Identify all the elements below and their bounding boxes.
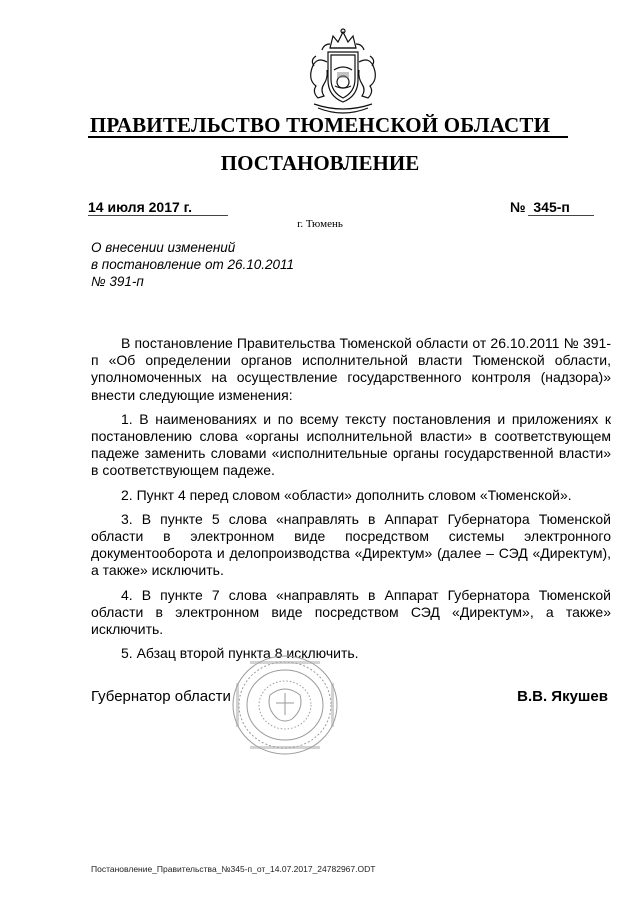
body-paragraph: 2. Пункт 4 перед словом «области» дополнить словом «Тюменской». (121, 486, 572, 503)
tyumen-coat-of-arms-icon (300, 26, 386, 120)
date-underline (88, 215, 228, 216)
document-subject (91, 239, 391, 290)
government-title: ПРАВИТЕЛЬСТВО ТЮМЕНСКОЙ ОБЛАСТИ (89, 113, 551, 137)
signature-block (91, 688, 608, 708)
subject-line: в постановление от 26.10.2011 (91, 257, 295, 272)
signer-name: В.В. Якушев (517, 688, 608, 705)
signer-title: Губернатор области (91, 688, 231, 705)
body-paragraph: В постановление Правительства Тюменской области от 26.10.2011 № 391-п «Об определении органов исполнительной власти Тюменской области, уполномоченных на осуществление государственного контроля (надзора)» внести следующие изменения: (91, 335, 611, 403)
body-paragraph: 4. В пункте 7 слова «направлять в Аппарат Губернатора Тюменской области в электронном виде посредством СЭД «Директум», а также» исключить. (91, 586, 611, 638)
number-underline (528, 215, 594, 216)
subject-line: № 391-п (91, 274, 144, 289)
document-body (91, 335, 611, 669)
subject-line: О внесении изменений (91, 240, 236, 255)
document-date: 14 июля 2017 г. (88, 199, 192, 215)
title-divider (88, 136, 568, 138)
footer-filename: Постановление_Правительства_№345-п_от_14.07.2017_24782967.ODT (91, 864, 376, 874)
body-paragraph: 1. В наименованиях и по всему тексту постановления и приложениях к постановлению слова «органы исполнительной власти» в соответствующем падеже заменить словами «исполнительные органы государственной власти» в соответствующем падеже. (91, 410, 611, 479)
document-type-title: ПОСТАНОВЛЕНИЕ (220, 151, 420, 175)
document-number: № 345-п (510, 199, 570, 215)
body-paragraph: 3. В пункте 5 слова «направлять в Аппарат Губернатора Тюменской области в электронном виде посредством системы электронного документооборота и делопроизводства «Директум» (далее – СЭД «Директум), а также» исключить. (91, 510, 611, 579)
document-city: г. Тюмень (297, 218, 343, 230)
body-paragraph: 5. Абзац второй пункта 8 исключить. (121, 645, 359, 662)
